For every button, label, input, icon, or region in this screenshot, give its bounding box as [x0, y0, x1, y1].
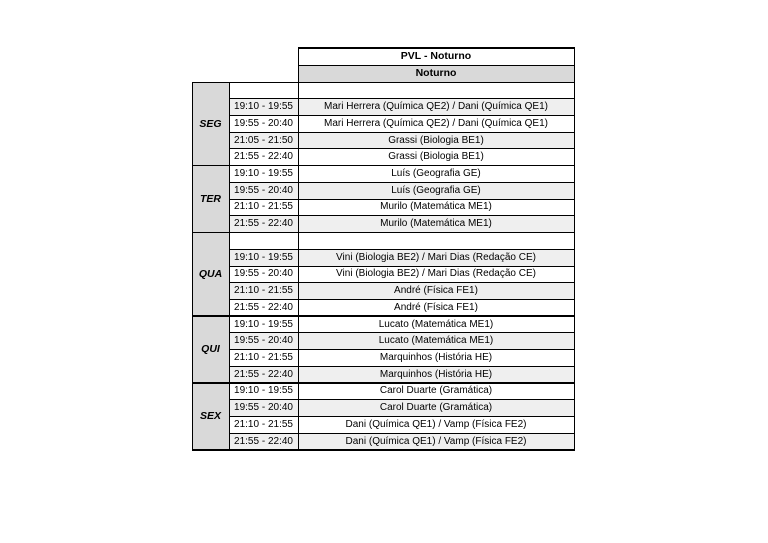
time-cell: 19:10 - 19:55 [229, 316, 298, 333]
row-divider [229, 266, 574, 267]
time-cell: 21:10 - 21:55 [229, 283, 298, 300]
time-cell: 21:10 - 21:55 [229, 417, 298, 434]
row-divider [229, 98, 574, 99]
time-cell: 21:55 - 22:40 [229, 149, 298, 166]
col-divider-day [229, 82, 230, 450]
table-border-left [192, 82, 194, 450]
time-cell: 19:10 - 19:55 [229, 383, 298, 400]
subject-cell: Grassi (Biologia BE1) [298, 132, 574, 149]
row-divider [229, 199, 574, 200]
subject-cell: Carol Duarte (Gramática) [298, 383, 574, 400]
subject-cell: Lucato (Matemática ME1) [298, 333, 574, 350]
header-border-left [298, 47, 300, 82]
col-divider-time [298, 82, 299, 450]
day-label: SEG [192, 82, 229, 166]
time-cell: 19:10 - 19:55 [229, 166, 298, 183]
subject-cell: Murilo (Matemática ME1) [298, 199, 574, 216]
subject-cell: Mari Herrera (Química QE2) / Dani (Química QE1) [298, 115, 574, 132]
time-cell: 21:10 - 21:55 [229, 350, 298, 367]
row-divider [229, 215, 574, 216]
row-divider [229, 148, 574, 149]
row-divider [229, 366, 574, 367]
subject-cell: Dani (Química QE1) / Vamp (Física FE2) [298, 433, 574, 450]
time-cell [229, 82, 298, 99]
row-divider [229, 249, 574, 250]
time-cell: 19:10 - 19:55 [229, 99, 298, 116]
row-divider [229, 399, 574, 400]
row-divider [229, 132, 574, 133]
subject-cell: Lucato (Matemática ME1) [298, 316, 574, 333]
subject-cell: Murilo (Matemática ME1) [298, 216, 574, 233]
subject-cell [298, 233, 574, 250]
time-cell: 19:55 - 20:40 [229, 266, 298, 283]
subject-cell: Mari Herrera (Química QE2) / Dani (Química QE1) [298, 99, 574, 116]
time-cell [229, 233, 298, 250]
subject-cell: Carol Duarte (Gramática) [298, 400, 574, 417]
time-cell: 21:55 - 22:40 [229, 299, 298, 316]
day-label: QUI [192, 316, 229, 383]
group-divider [192, 165, 575, 167]
time-cell: 21:10 - 21:55 [229, 199, 298, 216]
row-divider [229, 282, 574, 283]
subject-cell [298, 82, 574, 99]
subject-cell: Luís (Geografia GE) [298, 182, 574, 199]
subject-cell: Luís (Geografia GE) [298, 166, 574, 183]
header-border-mid [298, 65, 574, 66]
row-divider [229, 416, 574, 417]
time-cell: 19:55 - 20:40 [229, 182, 298, 199]
time-cell: 21:55 - 22:40 [229, 433, 298, 450]
subject-cell: Vini (Biologia BE2) / Mari Dias (Redação CE) [298, 249, 574, 266]
time-cell: 19:55 - 20:40 [229, 400, 298, 417]
subject-cell: André (Física FE1) [298, 283, 574, 300]
subject-cell: André (Física FE1) [298, 299, 574, 316]
subject-cell: Vini (Biologia BE2) / Mari Dias (Redação CE) [298, 266, 574, 283]
header-border-right [574, 47, 576, 82]
time-cell: 21:05 - 21:50 [229, 132, 298, 149]
subject-cell: Dani (Química QE1) / Vamp (Física FE2) [298, 417, 574, 434]
header-border-top [298, 47, 575, 49]
time-cell: 21:55 - 22:40 [229, 216, 298, 233]
row-divider [229, 332, 574, 333]
time-cell: 19:10 - 19:55 [229, 249, 298, 266]
day-label: TER [192, 166, 229, 233]
time-cell: 21:55 - 22:40 [229, 366, 298, 383]
subject-cell: Grassi (Biologia BE1) [298, 149, 574, 166]
group-divider [192, 315, 575, 317]
row-divider [229, 299, 574, 300]
group-divider [192, 382, 575, 384]
time-cell: 19:55 - 20:40 [229, 333, 298, 350]
row-divider [229, 115, 574, 116]
subject-cell: Marquinhos (História HE) [298, 366, 574, 383]
row-divider [229, 182, 574, 183]
row-divider [229, 433, 574, 434]
time-cell: 19:55 - 20:40 [229, 115, 298, 132]
table-border-right [574, 82, 576, 451]
schedule-subtitle: Noturno [298, 65, 574, 82]
subject-cell: Marquinhos (História HE) [298, 350, 574, 367]
day-label: SEX [192, 383, 229, 450]
group-divider [192, 82, 575, 84]
row-divider [229, 349, 574, 350]
group-divider [192, 449, 575, 451]
day-label: QUA [192, 233, 229, 317]
group-divider [192, 232, 575, 234]
schedule-title: PVL - Noturno [298, 48, 574, 65]
